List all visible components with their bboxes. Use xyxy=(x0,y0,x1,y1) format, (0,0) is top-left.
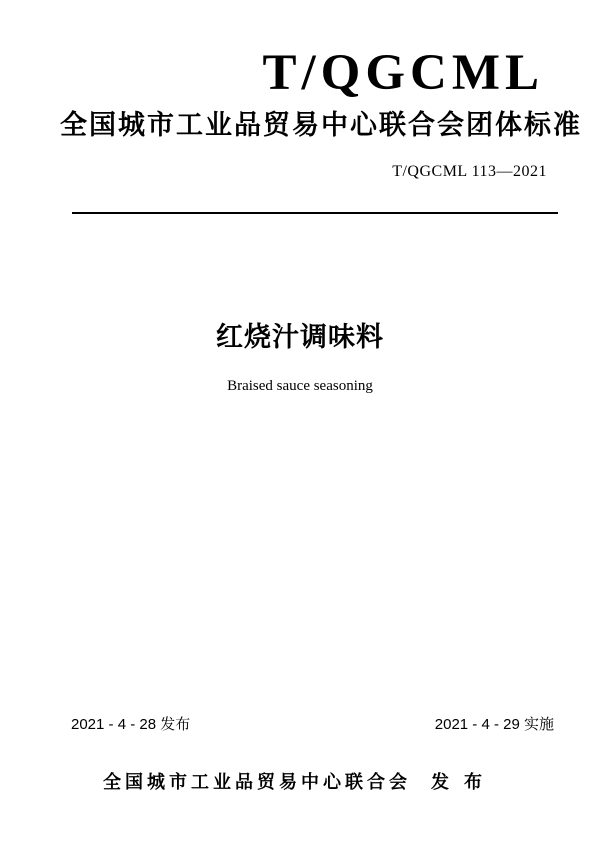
standard-org-code: T/QGCML xyxy=(262,45,544,101)
standard-number: T/QGCML 113—2021 xyxy=(392,163,547,180)
implement-date: 2021 - 4 - 29 实施 xyxy=(434,716,554,733)
document-title-english: Braised sauce seasoning xyxy=(227,378,373,394)
dates-row xyxy=(71,716,554,734)
header-divider-line xyxy=(72,212,558,214)
document-title-chinese: 红烧汁调味料 xyxy=(216,322,384,352)
publisher-name: 全国城市工业品贸易中心联合会 xyxy=(103,772,411,792)
issue-date: 2021 - 4 - 28 发布 xyxy=(71,716,191,733)
publish-label: 发布 xyxy=(431,772,497,792)
org-association-title: 全国城市工业品贸易中心联合会团体标准 xyxy=(60,110,582,140)
publisher-row xyxy=(0,772,600,794)
